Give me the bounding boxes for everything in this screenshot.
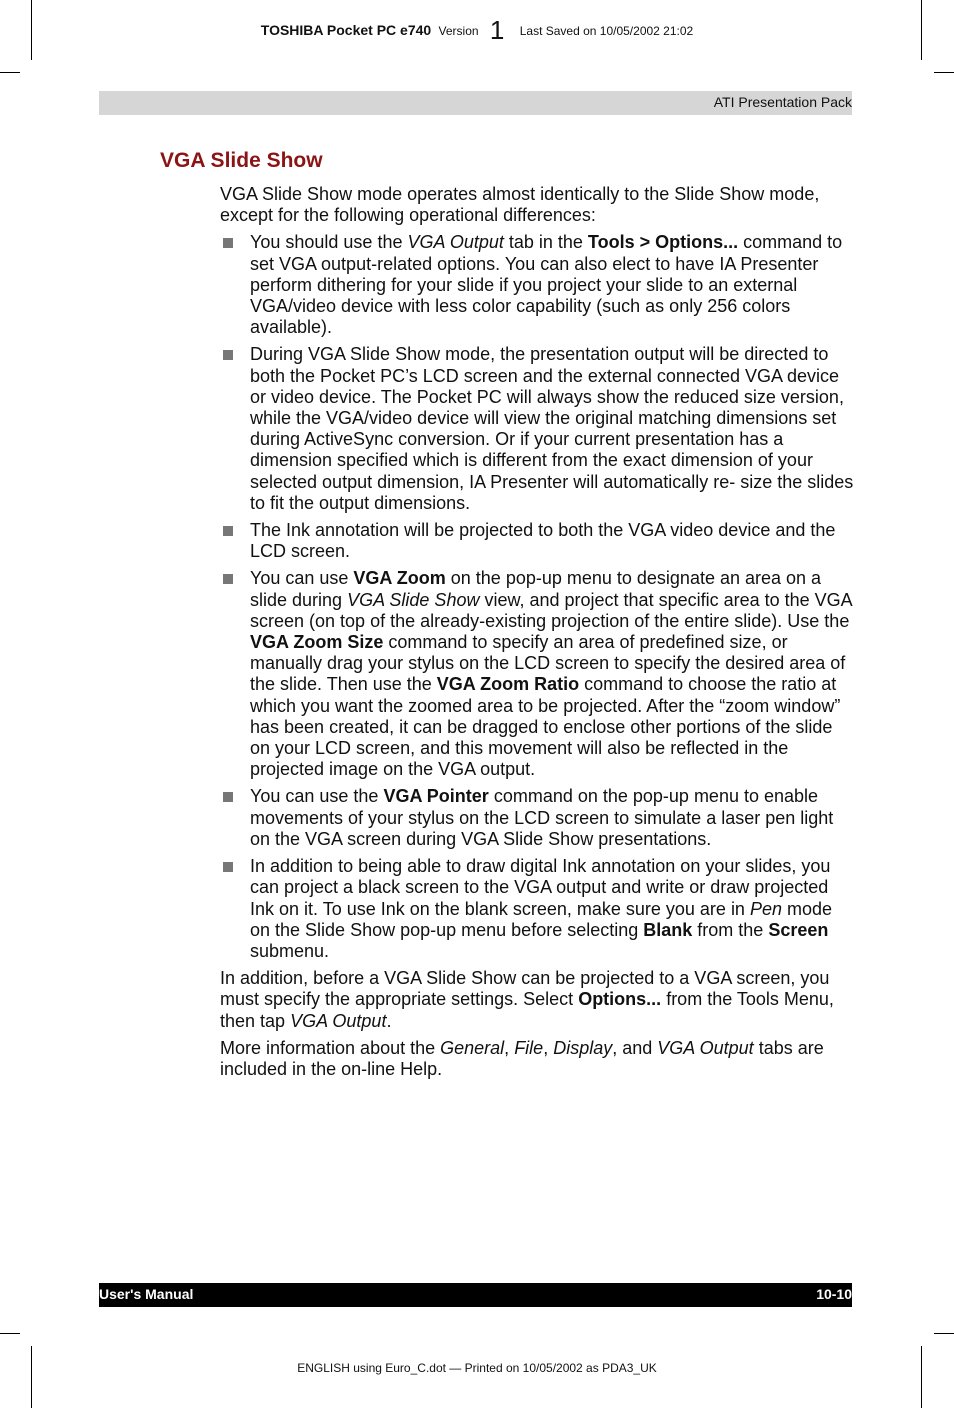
more-info-paragraph bbox=[220, 1038, 856, 1080]
header-band bbox=[99, 91, 852, 115]
last-saved: Last Saved on 10/05/2002 21:02 bbox=[519, 24, 694, 38]
bullet-list bbox=[220, 232, 856, 962]
text-run: command on the pop-up menu to enable movements of your stylus on the LCD screen to simulate a laser pen light on the VGA screen during VGA Slide Show presentations. bbox=[250, 786, 834, 849]
crop-mark bbox=[0, 72, 20, 73]
italic-term: File bbox=[514, 1037, 544, 1058]
list-item bbox=[220, 568, 856, 780]
text-run: tab in the bbox=[503, 232, 588, 253]
text-run: In addition to being able to draw digital Ink annotation on your slides, you can project a black screen to the VGA output and write or draw projected Ink on it. To use Ink on the blank screen, make sure you are in bbox=[250, 856, 831, 919]
text-run: More information about the bbox=[220, 1037, 441, 1058]
text-run: . bbox=[386, 1010, 392, 1031]
list-item bbox=[220, 232, 856, 338]
square-bullet-icon bbox=[223, 862, 233, 872]
square-bullet-icon bbox=[223, 574, 233, 584]
text-run: You can use the bbox=[250, 786, 384, 807]
bold-term: VGA Pointer bbox=[383, 786, 489, 807]
italic-term: VGA Output bbox=[657, 1037, 754, 1058]
bold-term: VGA Zoom Size bbox=[250, 632, 384, 653]
italic-term: VGA Slide Show bbox=[347, 589, 480, 610]
list-item bbox=[220, 786, 856, 850]
square-bullet-icon bbox=[223, 238, 233, 248]
bold-term: Options... bbox=[578, 989, 662, 1010]
text-run: command to choose the ratio at which you want the zoomed area to be projected. After the “zoom window” has been created, it can be dragged to enclose other portions of the slide on your LCD screen, and this movement will also be reflected in the projected image on the VGA output. bbox=[250, 674, 841, 780]
text-run: In addition, before a VGA Slide Show can be projected to a VGA screen, you must specify the appropriate settings. Select bbox=[220, 968, 830, 1010]
square-bullet-icon bbox=[223, 350, 233, 360]
crop-mark bbox=[934, 1333, 954, 1334]
text-run: from the bbox=[692, 919, 769, 940]
top-print-meta bbox=[0, 15, 954, 46]
bold-term: VGA Zoom Ratio bbox=[436, 674, 580, 695]
text-run: command to set VGA output-related options. You can also elect to have IA Presenter perform dithering for your slide if you project your slide to an external VGA/video device with less color capability (such as only 256 colors available). bbox=[250, 232, 843, 338]
italic-term: General bbox=[440, 1037, 505, 1058]
italic-term: VGA Output bbox=[407, 232, 504, 253]
text-run: command to specify an area of predefined size, or manually drag your stylus on the LCD screen to specify the desired area of the slide. Then use the bbox=[250, 632, 846, 695]
text-run: submenu. bbox=[250, 940, 330, 961]
text-run: You can use bbox=[250, 568, 354, 589]
section-name: ATI Presentation Pack bbox=[713, 94, 852, 110]
text-run: During VGA Slide Show mode, the presentation output will be directed to both the Pocket PC’s LCD screen and the external connected VGA device or video device. The Pocket PC will always show the reduced size version, while the VGA/video device will view the original matching dimensions set during ActiveSync conversion. Or if your current presentation has a dimension specified which is different from the exact dimension of your selected output dimension, IA Presenter will automatically re- size the slides to fit the output dimensions. bbox=[250, 344, 854, 513]
text-run: , bbox=[543, 1037, 554, 1058]
italic-term: VGA Output bbox=[290, 1010, 387, 1031]
page-number: 10-10 bbox=[816, 1286, 852, 1302]
footer-manual-label: User's Manual bbox=[99, 1286, 194, 1302]
body-content bbox=[220, 184, 856, 1086]
italic-term: Display bbox=[553, 1037, 613, 1058]
text-run: view, and project that specific area to the VGA screen (on top of the already-existing projection of the entire slide). Use the bbox=[250, 589, 852, 631]
bottom-print-meta: ENGLISH using Euro_C.dot — Printed on 10/05/2002 as PDA3_UK bbox=[297, 1361, 657, 1375]
bold-term: Tools > Options... bbox=[587, 232, 739, 253]
text-run: from the Tools Menu, then tap bbox=[220, 989, 834, 1031]
list-item bbox=[220, 344, 856, 514]
text-run: You should use the bbox=[250, 232, 408, 253]
crop-mark bbox=[921, 1346, 922, 1408]
page-title: VGA Slide Show bbox=[160, 149, 323, 172]
bold-term: VGA Zoom bbox=[353, 568, 446, 589]
text-run: mode on the Slide Show pop-up menu before selecting bbox=[250, 898, 833, 940]
list-item bbox=[220, 520, 856, 562]
crop-mark bbox=[0, 1333, 20, 1334]
crop-mark bbox=[934, 72, 954, 73]
version-number: 1 bbox=[489, 15, 505, 45]
intro-paragraph: VGA Slide Show mode operates almost identically to the Slide Show mode, except for the following operational differences: bbox=[220, 184, 820, 226]
italic-term: Pen bbox=[749, 898, 782, 919]
footer-bar bbox=[99, 1283, 852, 1307]
square-bullet-icon bbox=[223, 526, 233, 536]
text-run: on the pop-up menu to designate an area on a slide during bbox=[250, 568, 822, 610]
bold-term: Screen bbox=[768, 919, 829, 940]
bold-term: Blank bbox=[643, 919, 693, 940]
list-item bbox=[220, 856, 856, 962]
square-bullet-icon bbox=[223, 792, 233, 802]
text-run: tabs are included in the on-line Help. bbox=[220, 1037, 824, 1079]
product-name: TOSHIBA Pocket PC e740 bbox=[260, 22, 432, 38]
version-label: Version bbox=[438, 24, 479, 38]
text-run: The Ink annotation will be projected to both the VGA video device and the LCD screen. bbox=[250, 520, 836, 562]
crop-mark bbox=[31, 1346, 32, 1408]
text-run: , and bbox=[612, 1037, 658, 1058]
settings-paragraph bbox=[220, 968, 856, 1032]
text-run: , bbox=[504, 1037, 515, 1058]
